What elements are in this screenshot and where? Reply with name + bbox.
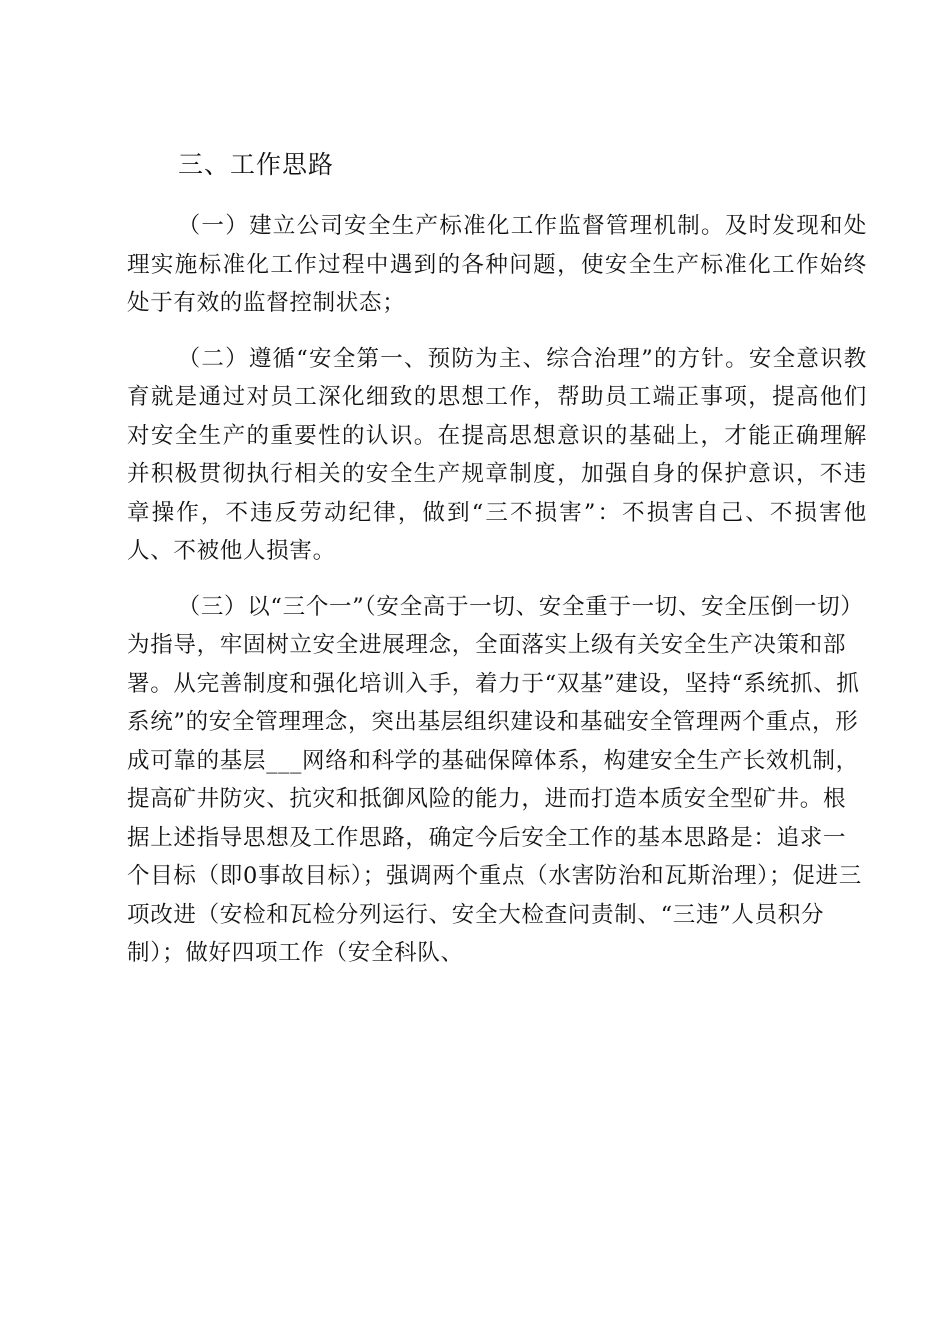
paragraph-1: （一）建立公司安全生产标准化工作监督管理机制。及时发现和处理实施标准化工作过程中遇到的各种问题，使安全生产标准化工作始终处于有效的监督控制状态； [127, 213, 867, 316]
paragraph-2: （二）遵循“安全第一、预防为主、综合治理”的方针。安全意识教育就是通过对员工深化细致的思想工作，帮助员工端正事项，提高他们对安全生产的重要性的认识。在提高思想意识的基础上，才能正确理解并积极贯彻执行相关的安全生产规章制度，加强自身的保护意识，不违章操作，不违反劳动纪律，做到“三不损害”：不损害自己、不损害他人、不被他人损害。 [127, 345, 867, 564]
section-heading: 三、工作思路 [178, 150, 335, 179]
paragraph-3: （三）以“三个一”（安全高于一切、安全重于一切、安全压倒一切）为指导，牢固树立安全进展理念，全面落实上级有关安全生产决策和部署。从完善制度和强化培训入手，着力于“双基”建设，坚持“系统抓、抓系统”的安全管理理念，突出基层组织建设和基础安全管理两个重点，形成可靠的基层___网络和科学的基础保障体系，构建安全生产长效机制，提高矿井防灾、抗灾和抵御风险的能力，进而打造本质安全型矿井。根据上述指导思想及工作思路，确定今后安全工作的基本思路是：追求一个目标（即0事故目标）；强调两个重点（水害防治和瓦斯治理）；促进三项改进（安检和瓦检分列运行、安全大检查问责制、“三违”人员积分制）；做好四项工作（安全科队、 [127, 593, 864, 966]
section-body [127, 207, 867, 990]
